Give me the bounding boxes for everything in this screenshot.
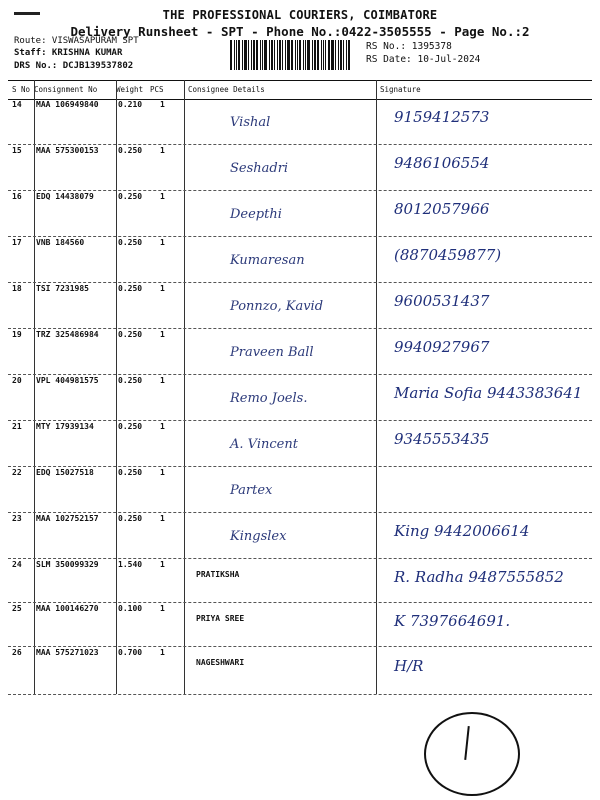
serial-number: 26: [12, 648, 22, 657]
handwritten-signature: 9600531437: [394, 292, 490, 311]
pcs-value: 1: [160, 146, 165, 155]
table-row: [8, 602, 592, 647]
handwritten-signature: K 7397664691.: [394, 611, 511, 630]
barcode: [230, 40, 358, 70]
table-row: [8, 512, 592, 559]
table-row: [8, 558, 592, 603]
pcs-value: 1: [160, 560, 165, 569]
handwritten-name: Seshadri: [230, 161, 289, 177]
stamp-circle: [424, 712, 520, 796]
weight-value: 0.250: [118, 468, 143, 477]
handwritten-signature: H/R: [394, 656, 424, 675]
serial-number: 25: [12, 604, 22, 613]
handwritten-name: A. Vincent: [230, 437, 298, 453]
handwritten-name: Deepthi: [230, 207, 282, 223]
pcs-value: 1: [160, 284, 165, 293]
consignment-number: MAA 575271023: [36, 648, 99, 657]
table-row: [8, 98, 592, 145]
handwritten-name: Partex: [230, 483, 273, 499]
consignment-number: VNB 184560: [36, 238, 85, 247]
weight-value: 1.540: [118, 560, 143, 569]
table-row: [8, 646, 592, 695]
weight-value: 0.250: [118, 284, 143, 293]
serial-number: 22: [12, 468, 22, 477]
handwritten-name: Vishal: [230, 115, 271, 131]
consignee-name: PRATIKSHA: [196, 570, 240, 579]
serial-number: 17: [12, 238, 22, 247]
serial-number: 16: [12, 192, 22, 201]
company-title: THE PROFESSIONAL COURIERS, COIMBATORE: [162, 8, 438, 22]
pcs-value: 1: [160, 238, 165, 247]
serial-number: 23: [12, 514, 22, 523]
consignment-number: MAA 102752157: [36, 514, 99, 523]
weight-value: 0.250: [118, 514, 143, 523]
route-label: Route: VISWASAPURAM SPT: [14, 36, 139, 46]
col-consignment: Consignment No: [34, 85, 98, 94]
consignment-number: TRZ 325486984: [36, 330, 99, 339]
handwritten-name: Praveen Ball: [230, 345, 314, 361]
pcs-value: 1: [160, 604, 165, 613]
runsheet-subtitle: Delivery Runsheet - SPT - Phone No.:0422-3505555 - Page No.:2: [70, 24, 530, 39]
serial-number: 21: [12, 422, 22, 431]
pcs-value: 1: [160, 648, 165, 657]
col-signature: Signature: [380, 85, 421, 94]
consignment-number: MAA 100146270: [36, 604, 99, 613]
table-row: [8, 236, 592, 283]
col-consignee: Consignee Details: [188, 85, 265, 94]
handwritten-signature: 8012057966: [394, 200, 490, 219]
serial-number: 15: [12, 146, 22, 155]
staff-label: Staff: KRISHNA KUMAR: [14, 48, 123, 58]
rs-date: RS Date: 10-Jul-2024: [366, 54, 481, 65]
handwritten-signature: 9940927967: [394, 338, 490, 357]
consignment-number: MAA 575300153: [36, 146, 99, 155]
table-header: [8, 80, 592, 100]
table-row: [8, 190, 592, 237]
handwritten-name: Remo Joels.: [230, 391, 308, 407]
serial-number: 24: [12, 560, 22, 569]
pcs-value: 1: [160, 514, 165, 523]
handwritten-signature: (8870459877): [394, 246, 502, 265]
serial-number: 19: [12, 330, 22, 339]
handwritten-signature: Maria Sofia 9443383641: [394, 384, 583, 403]
pcs-value: 1: [160, 330, 165, 339]
pcs-value: 1: [160, 192, 165, 201]
table-row: [8, 420, 592, 467]
weight-value: 0.250: [118, 238, 143, 247]
table-row: [8, 328, 592, 375]
weight-value: 0.250: [118, 330, 143, 339]
col-sno: S No: [12, 85, 31, 94]
weight-value: 0.250: [118, 146, 143, 155]
table-row: [8, 144, 592, 191]
weight-value: 0.100: [118, 604, 143, 613]
consignment-number: EDQ 14438079: [36, 192, 94, 201]
weight-value: 0.210: [118, 100, 143, 109]
weight-value: 0.250: [118, 422, 143, 431]
handwritten-name: Ponnzo, Kavid: [230, 299, 324, 315]
consignee-name: NAGESHWARI: [196, 658, 245, 667]
weight-value: 0.250: [118, 376, 143, 385]
table-row: [8, 374, 592, 421]
pcs-value: 1: [160, 376, 165, 385]
consignment-number: EDQ 15027518: [36, 468, 94, 477]
serial-number: 18: [12, 284, 22, 293]
consignment-number: VPL 404981575: [36, 376, 99, 385]
handwritten-name: Kumaresan: [230, 253, 305, 269]
pcs-value: 1: [160, 100, 165, 109]
table-row: [8, 282, 592, 329]
drs-label: DRS No.: DCJB139537802: [14, 61, 134, 71]
col-pcs: PCS: [150, 85, 164, 94]
serial-number: 20: [12, 376, 22, 385]
handwritten-signature: 9345553435: [394, 430, 490, 449]
handwritten-signature: 9486106554: [394, 154, 490, 173]
serial-number: 14: [12, 100, 22, 109]
weight-value: 0.700: [118, 648, 143, 657]
handwritten-signature: 9159412573: [394, 108, 490, 127]
handwritten-name: Kingslex: [230, 529, 287, 545]
consignee-name: PRIYA SREE: [196, 614, 245, 623]
rs-number: RS No.: 1395378: [366, 41, 452, 52]
pcs-value: 1: [160, 422, 165, 431]
consignment-number: MTY 17939134: [36, 422, 94, 431]
col-weight: Weight: [116, 85, 144, 94]
consignment-number: MAA 106949840: [36, 100, 99, 109]
consignment-number: SLM 350099329: [36, 560, 99, 569]
handwritten-signature: King 9442006614: [394, 522, 530, 541]
handwritten-signature: R. Radha 9487555852: [394, 567, 564, 586]
weight-value: 0.250: [118, 192, 143, 201]
pcs-value: 1: [160, 468, 165, 477]
table-row: [8, 466, 592, 513]
consignment-number: TSI 7231985: [36, 284, 89, 293]
